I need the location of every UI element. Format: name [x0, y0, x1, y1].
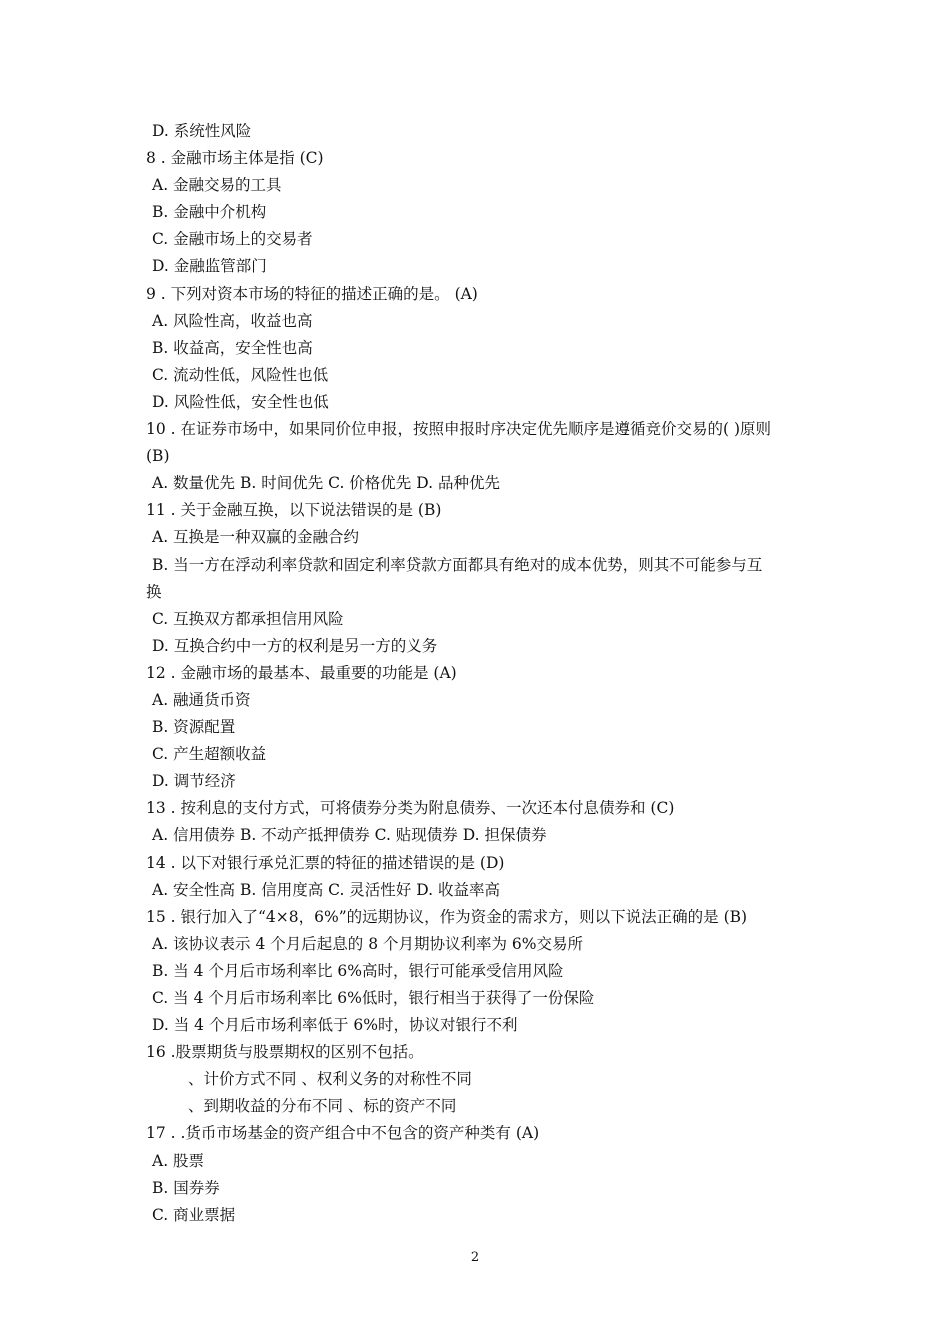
- answer-option: B. 当 4 个月后市场利率比 6%高时，银行可能承受信用风险: [152, 961, 564, 980]
- answer-option: C. 产生超额收益: [152, 745, 267, 764]
- answer-option: D. 风险性低，安全性也低: [152, 392, 329, 411]
- sub-option-line: 、计价方式不同 、权利义务的对称性不同: [188, 1070, 472, 1089]
- question-stem: 16 .股票期货与股票期权的区别不包括。: [146, 1043, 424, 1062]
- answer-option: A. 安全性高 B. 信用度高 C. 灵活性好 D. 收益率高: [152, 880, 500, 899]
- answer-option: A. 数量优先 B. 时间优先 C. 价格优先 D. 品种优先: [152, 474, 500, 493]
- answer-option: D. 调节经济: [152, 772, 236, 791]
- answer-option: D. 金融监管部门: [152, 257, 267, 276]
- answer-option: A. 风险性高，收益也高: [152, 311, 313, 330]
- question-stem: 13 . 按利息的支付方式，可将债券分类为附息债券、一次还本付息债券和 (C): [146, 799, 675, 818]
- answer-option: C. 流动性低，风险性也低: [152, 365, 329, 384]
- answer-option: D. 当 4 个月后市场利率低于 6%时，协议对银行不利: [152, 1016, 518, 1035]
- sub-option-line: 、到期收益的分布不同 、标的资产不同: [188, 1097, 457, 1116]
- question-stem: 14 . 以下对银行承兑汇票的特征的描述错误的是 (D): [146, 853, 505, 872]
- question-stem: 10 . 在证券市场中，如果同价位申报，按照申报时序决定优先顺序是遵循竞价交易的( )原则: [146, 420, 772, 439]
- answer-option: B. 国券券: [152, 1178, 220, 1197]
- continued-text: (B): [146, 447, 170, 466]
- answer-option: D. 系统性风险: [152, 122, 252, 140]
- answer-option: C. 金融市场上的交易者: [152, 230, 313, 249]
- question-stem: 9 . 下列对资本市场的特征的描述正确的是。 (A): [146, 284, 478, 303]
- answer-option: C. 当 4 个月后市场利率比 6%低时，银行相当于获得了一份保险: [152, 989, 595, 1007]
- answer-option: A. 股票: [152, 1151, 205, 1170]
- answer-option: B. 资源配置: [152, 718, 236, 737]
- question-stem: 17 . .货币市场基金的资产组合中不包含的资产种类有 (A): [146, 1124, 540, 1143]
- answer-option: A. 融通货币资: [152, 690, 251, 709]
- answer-option: B. 金融中介机构: [152, 203, 267, 222]
- question-stem: 8 . 金融市场主体是指 (C): [146, 149, 324, 168]
- answer-option: A. 该协议表示 4 个月后起息的 8 个月期协议利率为 6%交易所: [152, 934, 583, 953]
- answer-option: B. 收益高，安全性也高: [152, 338, 313, 357]
- answer-option: C. 互换双方都承担信用风险: [152, 609, 344, 628]
- question-list: [146, 118, 810, 1229]
- question-stem: 15 . 银行加入了“4×8，6%”的远期协议，作为资金的需求方，则以下说法正确的是 (B): [146, 907, 748, 926]
- page-number: 2: [470, 1250, 480, 1265]
- continued-text: 换: [146, 582, 162, 601]
- answer-option: B. 当一方在浮动利率贷款和固定利率贷款方面都具有绝对的成本优势，则其不可能参与互: [152, 555, 763, 574]
- answer-option: A. 互换是一种双赢的金融合约: [152, 528, 360, 547]
- answer-option: D. 互换合约中一方的权利是另一方的义务: [152, 636, 438, 655]
- answer-option: C. 商业票据: [152, 1205, 236, 1224]
- answer-option: A. 金融交易的工具: [152, 176, 282, 195]
- question-stem: 11 . 关于金融互换，以下说法错误的是 (B): [146, 501, 442, 520]
- answer-option: A. 信用债券 B. 不动产抵押债券 C. 贴现债券 D. 担保债券: [152, 826, 547, 845]
- question-stem: 12 . 金融市场的最基本、最重要的功能是 (A): [146, 663, 457, 682]
